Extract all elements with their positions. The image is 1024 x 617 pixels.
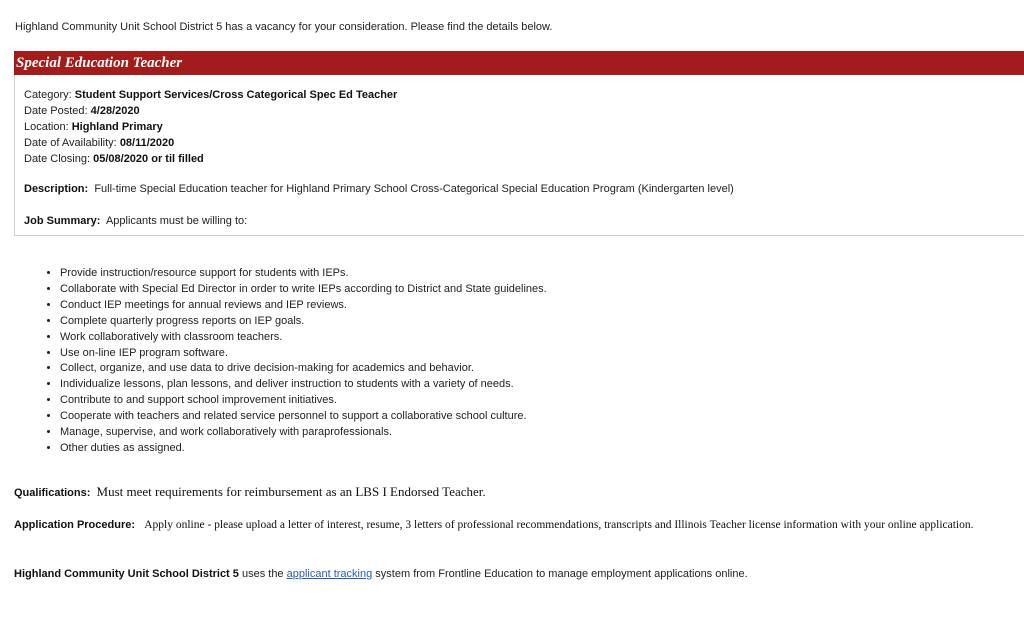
category-row [24,87,397,103]
footer-text-before-link: uses the [241,568,284,580]
date-posted-row [24,103,397,119]
date-posted-value: 4/28/2020 [90,105,140,117]
description-value: Full-time Special Education teacher for Highland Primary School Cross-Categorical Special Education Program (Kindergarten level) [94,183,734,195]
job-details [24,87,397,167]
qualifications-row [14,484,486,501]
job-summary-value: Applicants must be willing to: [105,215,248,227]
list-item: • Cooperate with teachers and related service personnel to support a collaborative school culture. [60,409,547,425]
list-item: • Use on-line IEP program software. [60,346,547,362]
availability-value: 08/11/2020 [119,137,175,149]
job-posting-box [14,51,1024,236]
job-summary-label: Job Summary: [24,215,101,227]
intro-text: Highland Community Unit School District 5 has a vacancy for your consideration. Please find the details below. [15,21,553,33]
footer-text-after-link: system from Frontline Education to manage employment applications online. [375,568,748,580]
district-name: Highland Community Unit School District 5 [14,568,239,580]
list-item: • Individualize lessons, plan lessons, and deliver instruction to students with a variety of needs. [60,377,547,393]
applicant-tracking-link[interactable]: applicant tracking [286,568,373,580]
duties-list [46,266,547,457]
job-summary-row [24,215,247,228]
availability-row [24,135,397,151]
job-title-bar [14,51,1024,75]
application-procedure-value: Apply online - please upload a letter of interest, resume, 3 letters of professional recommendations, transcripts and Illinois Teacher license information with your online application. [144,519,974,531]
date-posted-label: Date Posted: [24,105,88,117]
list-item: • Provide instruction/resource support for students with IEPs. [60,266,547,282]
category-value: Student Support Services/Cross Categorical Spec Ed Teacher [74,89,398,101]
closing-row [24,151,397,167]
list-item: • Other duties as assigned. [60,441,547,457]
description-label: Description: [24,183,89,195]
application-procedure-label: Application Procedure: [14,519,136,531]
list-item: • Contribute to and support school improvement initiatives. [60,393,547,409]
category-label: Category: [24,89,72,101]
list-item: • Collect, organize, and use data to drive decision-making for academics and behavior. [60,361,547,377]
application-procedure-row [14,519,974,532]
list-item: • Collaborate with Special Ed Director in order to write IEPs according to District and State guidelines. [60,282,547,298]
footer-note [14,568,748,581]
closing-label: Date Closing: [24,153,91,165]
qualifications-value: Must meet requirements for reimbursement as an LBS I Endorsed Teacher. [96,484,486,499]
location-value: Highland Primary [71,121,163,133]
job-title: Special Education Teacher [16,55,183,71]
location-label: Location: [24,121,69,133]
list-item: • Work collaboratively with classroom teachers. [60,330,547,346]
list-item: • Conduct IEP meetings for annual reviews and IEP reviews. [60,298,547,314]
closing-value: 05/08/2020 or til filled [93,153,204,165]
availability-label: Date of Availability: [24,137,117,149]
location-row [24,119,397,135]
description-row [24,183,734,196]
qualifications-label: Qualifications: [14,487,91,499]
list-item: • Complete quarterly progress reports on IEP goals. [60,314,547,330]
list-item: • Manage, supervise, and work collaboratively with paraprofessionals. [60,425,547,441]
